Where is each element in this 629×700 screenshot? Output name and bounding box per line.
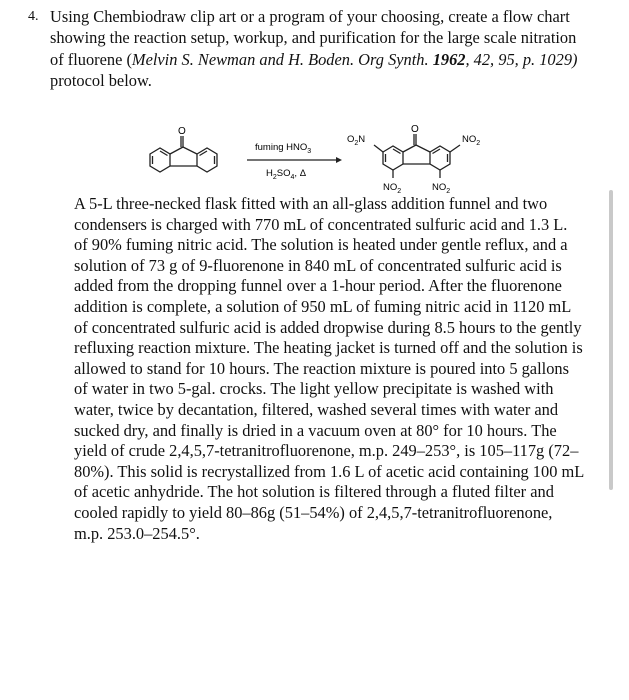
nitro-group-label-bottom-right: $NO_2$ (432, 182, 451, 195)
reaction-scheme (0, 120, 629, 198)
question-number: 4. (28, 9, 39, 24)
nitro-group-label-right: $NO_2$ (462, 134, 481, 147)
nitro-group-label-bottom-left: $NO_2$ (383, 182, 402, 195)
citation-year: 1962 (432, 49, 466, 69)
reagent-nitric-acid: fuming $HNO_3$ (255, 142, 312, 155)
tetranitrofluorenone-structure (374, 134, 460, 178)
arrow-head-icon (336, 157, 342, 163)
reactant-carbonyl-o: O (178, 126, 186, 137)
fluorenone-structure (150, 136, 217, 172)
nitro-group-label-left: $O_2N$ (347, 134, 366, 147)
question-text (50, 6, 580, 91)
procedure-paragraph: A 5-L three-necked flask fitted with an all-glass addition funnel and two condensers is charged with 770 mL of concentrated sulfuric acid and 1.3 L. of 90% fuming nitric acid. The solution is heated under gentle reflux, and a solution of 73 g of 9-fluorenone in 840 mL of concentrated sulfuric acid is added from the dropping funnel over a 1-hour period. After the fluorenone addition is complete, a solution of 950 mL of fuming nitric acid in 1120 mL of concentrated sulfuric acid is added dropwise during 8.5 hours to the gently refluxing reaction mixture. The heating jacket is turned off and the solution is allowed to stand for 10 hours. The reaction mixture is poured into 5 gallons of water in two 5-gal. crocks. The light yellow precipitate is washed with water, twice by decantation, filtered, washed several times with water and sucked dry, and finally is dried in a vacuum oven at 80° for 10 hours. The yield of crude 2,4,5,7-tetranitrofluorenone, m.p. 249–253°, is 105–117g (72–80%). This solid is recrystallized from 1.6 L of acetic acid containing 100 mL of acetic anhydride. The hot solution is filtered through a fluted filter and cooled rapidly to yield 80–86g (51–54%) of 2,4,5,7-tetranitrofluorenone, m.p. 253.0–254.5°. (74, 194, 584, 543)
scrollbar[interactable] (609, 190, 613, 490)
product-carbonyl-o: O (411, 124, 419, 135)
question-prompt-end: protocol below. (50, 70, 152, 90)
citation-details: , 42, 95, p. 1029) (465, 49, 578, 69)
question-prompt: Using Chembiodraw clip art or a program of your choosing, create a flow chart showing the reaction setup, workup, and purification for the large scale nitration of fluorene ( (50, 7, 577, 69)
question-block (28, 6, 580, 91)
citation-authors: Melvin S. Newman and H. Boden. Org Synth. (131, 49, 429, 69)
reagent-sulfuric-acid: $H_2SO_4$, Δ (266, 168, 307, 181)
